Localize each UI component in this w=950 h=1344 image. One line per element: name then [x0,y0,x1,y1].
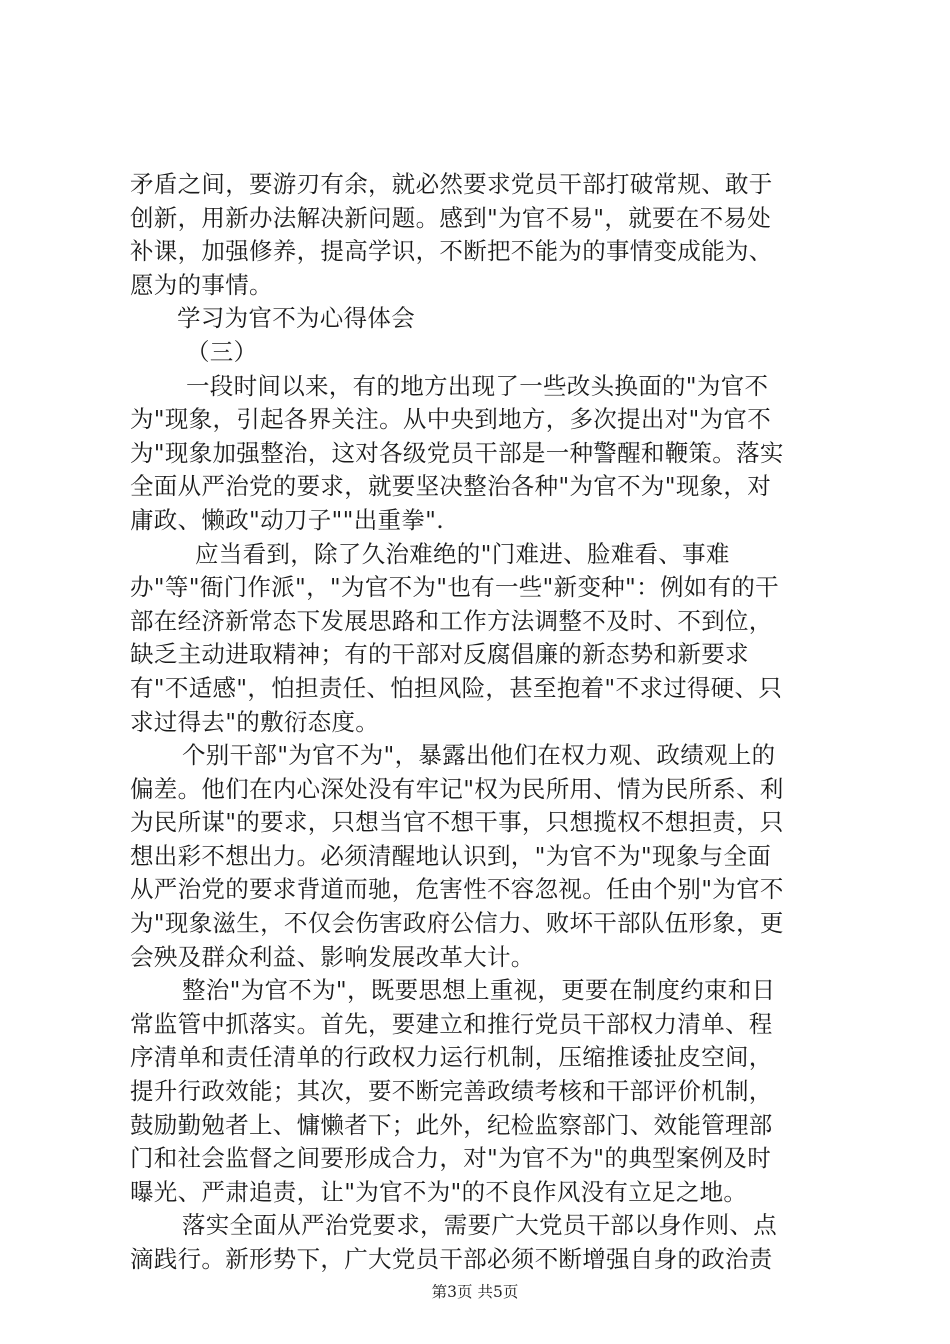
body-line: 庸政、懒政"动刀子""出重拳". [130,505,445,534]
body-line: 为"现象，引起各界关注。从中央到地方，多次提出对"为官不 [130,405,772,434]
paragraph-start-line: 个别干部"为官不为"，暴露出他们在权力观、政绩观上的 [182,741,776,770]
body-line: 办"等"衙门作派"，"为官不为"也有一些"新变种"：例如有的干 [130,573,779,602]
page-footer [0,1280,950,1302]
body-line: 矛盾之间，要游刃有余，就必然要求党员干部打破常规、敢于 [130,170,773,198]
paragraph-start-line: 应当看到，除了久治难绝的"门难进、脸难看、事难 [195,539,730,568]
body-line: 补课，加强修养，提高学识，不断把不能为的事情变成能为、 [130,237,773,266]
body-line: 提升行政效能；其次，要不断完善政绩考核和干部评价机制， [130,1077,773,1106]
body-line: 偏差。他们在内心深处没有牢记"权为民所用、情为民所系、利 [130,774,784,803]
body-line: 从严治党的要求背道而驰，危害性不容忽视。任由个别"为官不 [130,875,784,904]
body-line: 门和社会监督之间要形成合力，对"为官不为"的典型案例及时 [130,1144,772,1173]
body-line: 为"现象滋生，不仅会伤害政府公信力、败坏干部队伍形象，更 [130,909,784,938]
section-title: 学习为官不为心得体会 [177,304,415,333]
body-line: 曝光、严肃追责，让"为官不为"的不良作风没有立足之地。 [130,1177,748,1206]
paragraph-start-line: 整治"为官不为"，既要思想上重视，更要在制度约束和日 [182,976,776,1005]
body-line: 全面从严治党的要求，就要坚决整治各种"为官不为"现象，对 [130,472,772,501]
body-line: 滴践行。新形势下，广大党员干部必须不断增强自身的政治责 [130,1245,773,1273]
paragraph-start-line: 一段时间以来，有的地方出现了一些改头换面的"为官不 [186,371,769,400]
body-line: 序清单和责任清单的行政权力运行机制，压缩推诿扯皮空间， [130,1043,773,1072]
body-line: 求过得去"的敷衍态度。 [130,707,380,736]
body-line: 部在经济新常态下发展思路和工作方法调整不及时、不到位， [130,606,773,635]
body-line: 有"不适感"，怕担责任、怕担风险，甚至抱着"不求过得硬、只 [130,673,783,702]
body-line: 为民所谋"的要求，只想当官不想干事，只想揽权不想担责，只 [130,808,784,837]
body-line: 缺乏主动进取精神；有的干部对反腐倡廉的新态势和新要求 [130,640,749,669]
body-line: 创新，用新办法解决新问题。感到"为官不易"，就要在不易处 [130,203,772,232]
body-line: 常监管中抓落实。首先，要建立和推行党员干部权力清单、程 [130,1009,773,1038]
body-line: 会殃及群众利益、影响发展改革大计。 [130,942,535,971]
page-number-label: 第3页 共5页 [431,1283,519,1301]
body-line: 想出彩不想出力。必须清醒地认识到，"为官不为"现象与全面 [130,841,772,870]
body-line: 鼓励勤勉者上、慵懒者下；此外，纪检监察部门、效能管理部 [130,1110,773,1139]
body-line: 愿为的事情。 [130,270,273,299]
body-line: 为"现象加强整治，这对各级党员干部是一种警醒和鞭策。落实 [130,438,784,467]
paragraph-start-line: 落实全面从严治党要求，需要广大党员干部以身作则、点 [182,1211,777,1240]
document-body [130,168,830,1277]
section-number: （三） [186,337,258,366]
